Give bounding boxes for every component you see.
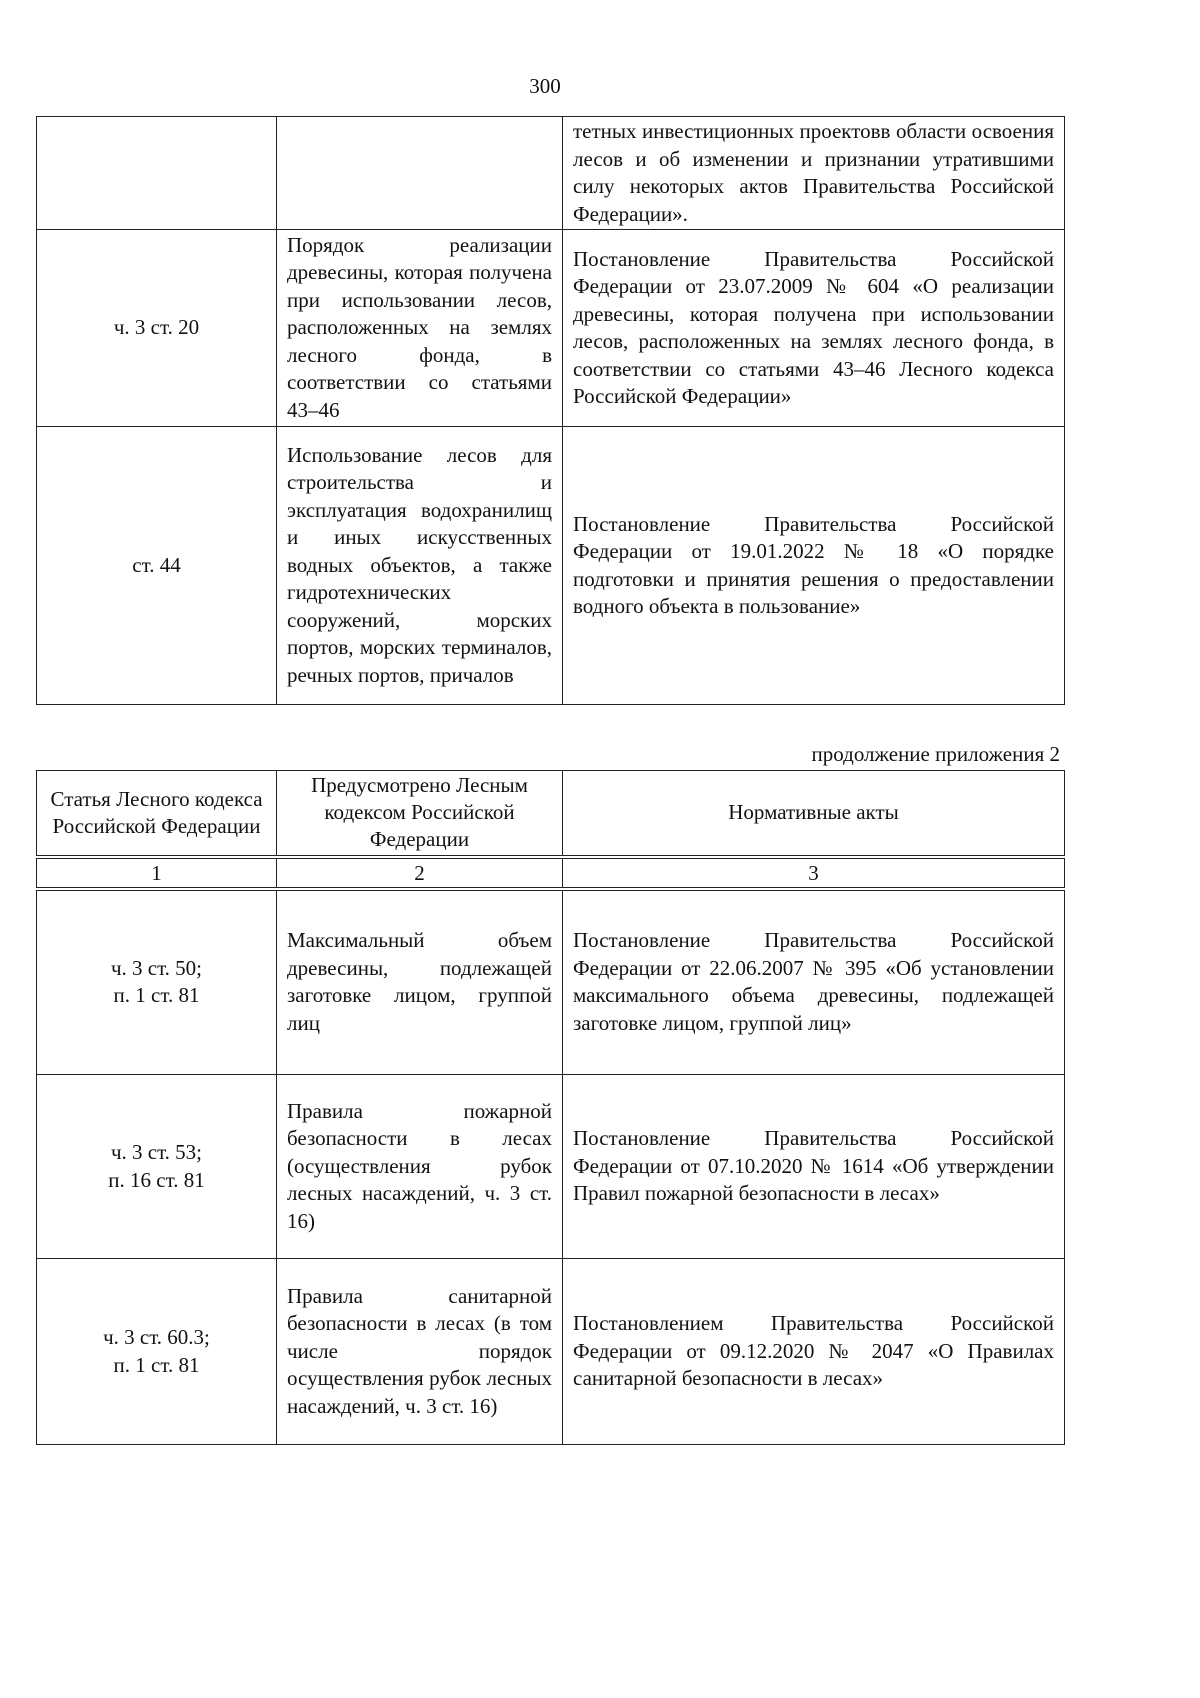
acts-cell: Постановление Правительства Российской Федерации от 19.01.2022 № 18 «О порядке подготовки и принятия решения о предоставлении водного объекта в пользование»: [563, 427, 1065, 705]
acts-cell: Постановлением Правительства Российской Федерации от 09.12.2020 № 2047 «О Правилах санитарной безопасности в лесах»: [563, 1259, 1065, 1445]
page-number: 300: [529, 74, 561, 98]
article-cell: ст. 44: [37, 427, 277, 705]
provision-cell: Порядок реализации древесины, которая получена при использовании лесов, расположенных на землях лесного фонда, в соответствии со статьями 43–46: [277, 230, 563, 427]
table-row: [37, 117, 1065, 230]
provision-cell: Максимальный объем древесины, подлежащей заготовке лицом, группой лиц: [277, 889, 563, 1075]
regulations-table-continued: [36, 116, 1065, 705]
column-number-row: [37, 857, 1065, 889]
column-number: 3: [563, 857, 1065, 889]
table-header-row: [37, 771, 1065, 857]
table-row: [37, 1075, 1065, 1259]
regulations-table: [36, 770, 1065, 1445]
continuation-note: продолжение приложения 2: [811, 742, 1060, 766]
table-row: [37, 427, 1065, 705]
provision-cell: Правила пожарной безопасности в лесах (осуществления рубок лесных насаждений, ч. 3 ст. 16): [277, 1075, 563, 1259]
table-row: [37, 230, 1065, 427]
provision-cell: Правила санитарной безопасности в лесах (в том числе порядок осуществления рубок лесных насаждений, ч. 3 ст. 16): [277, 1259, 563, 1445]
provision-cell: Использование лесов для строительства и эксплуатация водохранилищ и иных искусственных водных объектов, а также гидротехнических сооружений, морских портов, морских терминалов, речных портов, причалов: [277, 427, 563, 705]
acts-cell: Постановление Правительства Российской Федерации от 22.06.2007 № 395 «Об установлении максимального объема древесины, подлежащей заготовке лицом, группой лиц»: [563, 889, 1065, 1075]
column-header-acts: Нормативные акты: [563, 771, 1065, 857]
acts-cell: Постановление Правительства Российской Федерации от 07.10.2020 № 1614 «Об утверждении Правил пожарной безопасности в лесах»: [563, 1075, 1065, 1259]
article-cell: ч. 3 ст. 60.3; п. 1 ст. 81: [37, 1259, 277, 1445]
article-cell: ч. 3 ст. 50; п. 1 ст. 81: [37, 889, 277, 1075]
column-header-article: Статья Лесного кодекса Российской Федерации: [37, 771, 277, 857]
column-number: 1: [37, 857, 277, 889]
column-header-provision: Предусмотрено Лесным кодексом Российской Федерации: [277, 771, 563, 857]
table-row: [37, 1259, 1065, 1445]
article-cell: ч. 3 ст. 53; п. 16 ст. 81: [37, 1075, 277, 1259]
acts-cell: Постановление Правительства Российской Федерации от 23.07.2009 № 604 «О реализации древесины, которая получена при использовании лесов, расположенных на землях лесного фонда, в соответствии со статьями 43–46 Лесного кодекса Российской Федерации»: [563, 230, 1065, 427]
article-cell: ч. 3 ст. 20: [37, 230, 277, 427]
table-row: [37, 889, 1065, 1075]
column-number: 2: [277, 857, 563, 889]
acts-cell: тетных инвестиционных проектовв области освоения лесов и об изменении и признании утратившими силу некоторых актов Правительства Российской Федерации».: [563, 117, 1065, 230]
provision-cell: [277, 117, 563, 230]
article-cell: [37, 117, 277, 230]
